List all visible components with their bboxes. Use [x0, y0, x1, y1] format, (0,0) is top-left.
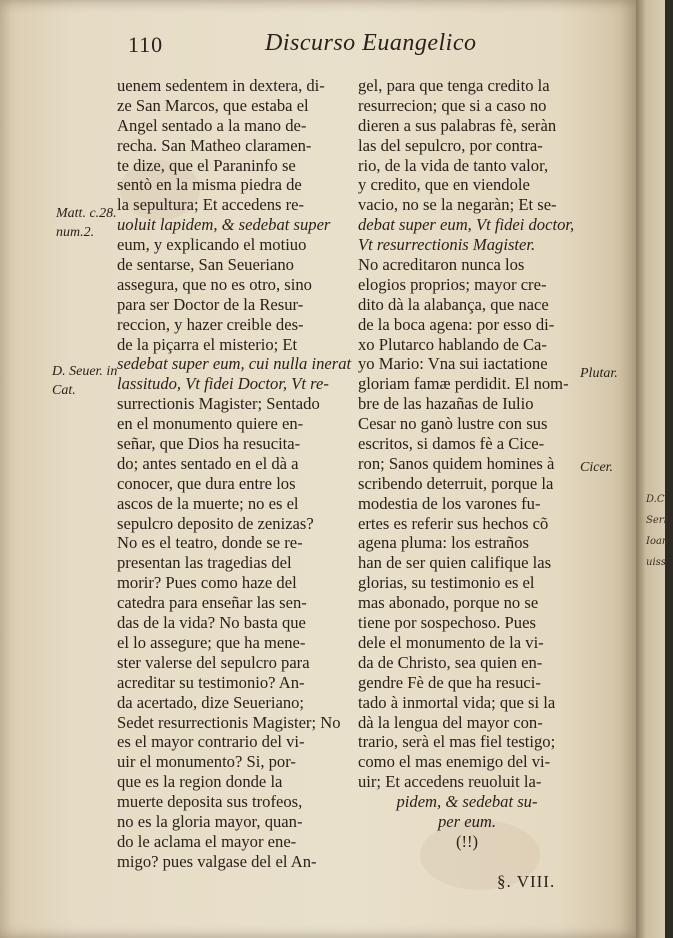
page-number: 110 [128, 32, 164, 57]
text-line: el lo assegure; que ha mene- [117, 632, 306, 652]
text-line: ascos de la muerte; no es el [117, 493, 299, 513]
text-line: da acertado, dize Seueriano; [117, 692, 305, 712]
text-line: resurrecion; que si a caso no [358, 95, 547, 115]
text-line: Cesar no ganò lustre con sus [358, 414, 548, 434]
margin-note-line: Cat. [52, 383, 76, 398]
text-line: agena pluma: los estraños [358, 533, 529, 553]
text-line: han de ser quien califique las [358, 553, 552, 573]
text-line: Sedet resurrectionis Magister; No [117, 712, 341, 732]
text-line: morir? Pues como haze del [117, 573, 297, 593]
text-line: bre de las hazañas de Iulio [358, 394, 534, 414]
text-line: yo Mario: Vna sui iactatione [358, 354, 548, 374]
text-line: dele el monumento de la vi- [358, 632, 544, 652]
text-line: Vt resurrectionis Magister. [358, 235, 536, 255]
page-header [0, 32, 636, 62]
margin-note-seuer [52, 362, 117, 400]
text-line: vacio, no se la negaràn; Et se- [358, 195, 557, 215]
text-line: eum, y explicando el motiuo [117, 235, 307, 255]
text-line: das de la vida? No basta que [117, 613, 306, 633]
text-line: y credito, que en viendole [358, 175, 530, 195]
text-line: No es el teatro, donde se re- [117, 533, 303, 553]
text-line: uenem sedentem in dextera, di- [117, 76, 325, 95]
text-line: de la boca agena: por esso di- [358, 314, 555, 334]
text-line: pidem, & sedebat su- [396, 792, 538, 812]
text-line: para ser Doctor de la Resur- [117, 294, 304, 314]
text-line: sentò en la misma piedra de [117, 175, 302, 195]
margin-note-line: Matt. c.28. [56, 206, 117, 221]
text-line: assegura, que no es otro, sino [117, 274, 312, 294]
text-line: lassitudo, Vt fidei Doctor, Vt re- [117, 374, 329, 394]
text-line: debat super eum, Vt fidei doctor, [358, 215, 575, 235]
text-line: te dize, que el Paraninfo se [117, 155, 296, 175]
text-line: uir el monumento? Si, por- [117, 752, 296, 772]
text-line: migo? pues valgase del el An- [117, 851, 317, 871]
text-line: no es la gloria mayor, quan- [117, 811, 303, 831]
text-line: las del sepulcro, por contra- [358, 135, 543, 155]
text-line: ertes es referir sus hechos cõ [358, 513, 549, 533]
left-text-column [117, 76, 352, 872]
adjacent-page-edge [636, 0, 673, 938]
text-line: ron; Sanos quidem homines à [358, 453, 555, 473]
text-line: elogios proprios; mayor cre- [358, 274, 547, 294]
text-line: per eum. [437, 811, 497, 831]
text-line: presentan las tragedias del [117, 553, 292, 573]
text-line: modestia de los varones fu- [358, 493, 541, 513]
right-text-column [358, 76, 576, 852]
running-title: Discurso Euangelico [265, 30, 477, 56]
text-line: de sentarse, San Seueriano [117, 255, 294, 275]
text-line: gendre Fè de que ha resuci- [358, 672, 541, 692]
text-line: muerte deposita sus trofeos, [117, 792, 303, 812]
text-line: gel, para que tenga credito la [358, 76, 550, 95]
catchword: §. VIII. [497, 872, 556, 891]
text-line: do le aclama el mayor ene- [117, 831, 297, 851]
text-line: xo Plutarco hablando de Ca- [358, 334, 547, 354]
text-line: dieren a sus palabras fè, seràn [358, 115, 557, 135]
text-line: scribendo deterruit, porque la [358, 473, 554, 493]
text-line: glorias, su testimonio es el [358, 573, 535, 593]
text-line: acreditar su testimonio? An- [117, 672, 305, 692]
text-line: Angel sentado a la mano de- [117, 115, 307, 135]
text-line: en el monumento quiere en- [117, 414, 304, 434]
margin-note-line: num.2. [56, 225, 95, 240]
text-line: mas abonado, porque no se [358, 593, 539, 613]
text-line: sepulcro deposito de zenizas? [117, 513, 314, 533]
margin-note-plutar: Plutar. [580, 366, 618, 381]
text-line: es el mayor contrario del vi- [117, 732, 305, 752]
margin-note-line: D. Seuer. in [52, 364, 118, 379]
text-line: que es la region donde la [117, 772, 283, 792]
text-line: (!!) [455, 831, 479, 851]
text-line: trario, serà el mas fiel testigo; [358, 732, 556, 752]
text-line: tiene por sospechoso. Pues [358, 613, 536, 633]
text-line: do; antes sentado en el dà a [117, 453, 299, 473]
text-line: tado à inmortal vida; que si la [358, 692, 556, 712]
text-line: reccion, y hazer creible des- [117, 314, 304, 334]
text-line: rio, de la vida de tanto valor, [358, 155, 549, 175]
text-line: da de Christo, sea quien en- [358, 652, 543, 672]
text-line: uir; Et accedens reuoluit la- [358, 772, 542, 792]
text-line: gloriam famæ perdidit. El nom- [358, 374, 569, 394]
adjacent-page-fragment: Ioan [646, 536, 669, 547]
text-line: como el mas enemigo del vi- [358, 752, 551, 772]
text-line: ster valerse del sepulcro para [117, 652, 310, 672]
adjacent-page-fragment: uiss [646, 557, 666, 568]
adjacent-page-fragment: Serm [646, 515, 673, 526]
text-line: catedra para enseñar las sen- [117, 593, 307, 613]
text-line: señar, que Dios ha resucita- [117, 434, 301, 454]
text-line: la sepultura; Et accedens re- [117, 195, 305, 215]
text-line: ze San Marcos, que estaba el [117, 95, 309, 115]
text-line: surrectionis Magister; Sentado [117, 394, 320, 414]
text-line: de la piçarra el misterio; Et [117, 334, 298, 354]
text-line: dà la lengua del mayor con- [358, 712, 543, 732]
text-line: dito dà la alabança, que nace [358, 294, 549, 314]
text-line: uoluit lapidem, & sedebat super [117, 215, 331, 235]
text-line: escritos, si damos fè a Cice- [358, 434, 545, 454]
margin-note-matthew [56, 204, 117, 242]
text-line: conocer, que dura entre los [117, 473, 296, 493]
adjacent-page-fragment: D.C [646, 494, 665, 505]
text-line: sedebat super eum, cui nulla inerat [117, 354, 352, 374]
margin-note-cicer: Cicer. [580, 460, 614, 475]
text-line: No acreditaron nunca los [358, 255, 525, 275]
text-line: recha. San Matheo claramen- [117, 135, 312, 155]
